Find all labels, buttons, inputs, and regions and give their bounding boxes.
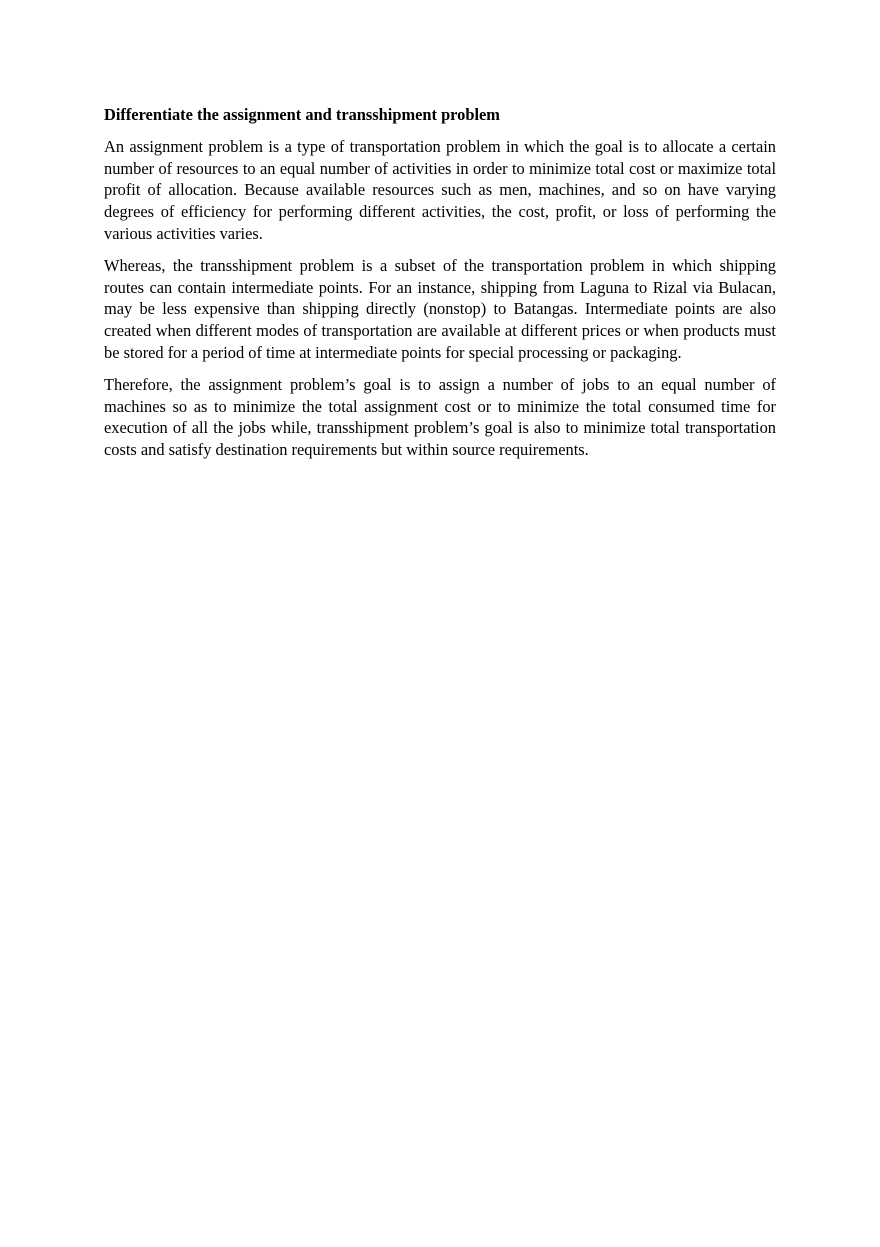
document-heading: Differentiate the assignment and transshipment problem	[104, 105, 500, 124]
document-body	[104, 104, 776, 471]
paragraph-assignment-definition: An assignment problem is a type of transportation problem in which the goal is to allocate a certain number of resources to an equal number of activities in order to minimize total cost or maximize total profit of allocation. Because available resources such as men, machines, and so on have varying degrees of efficiency for performing different activities, the cost, profit, or loss of performing the various activities varies.	[104, 136, 776, 243]
paragraph-conclusion: Therefore, the assignment problem’s goal is to assign a number of jobs to an equal number of machines so as to minimize the total assignment cost or to minimize the total consumed time for execution of all the jobs while, transshipment problem’s goal is also to minimize total transportation costs and satisfy destination requirements but within source requirements.	[104, 374, 776, 460]
paragraph-transshipment-definition: Whereas, the transshipment problem is a subset of the transportation problem in which shipping routes can contain intermediate points. For an instance, shipping from Laguna to Rizal via Bulacan, may be less expensive than shipping directly (nonstop) to Batangas. Intermediate points are also created when different modes of transportation are available at different prices or when products must be stored for a period of time at intermediate points for special processing or packaging.	[104, 255, 776, 362]
